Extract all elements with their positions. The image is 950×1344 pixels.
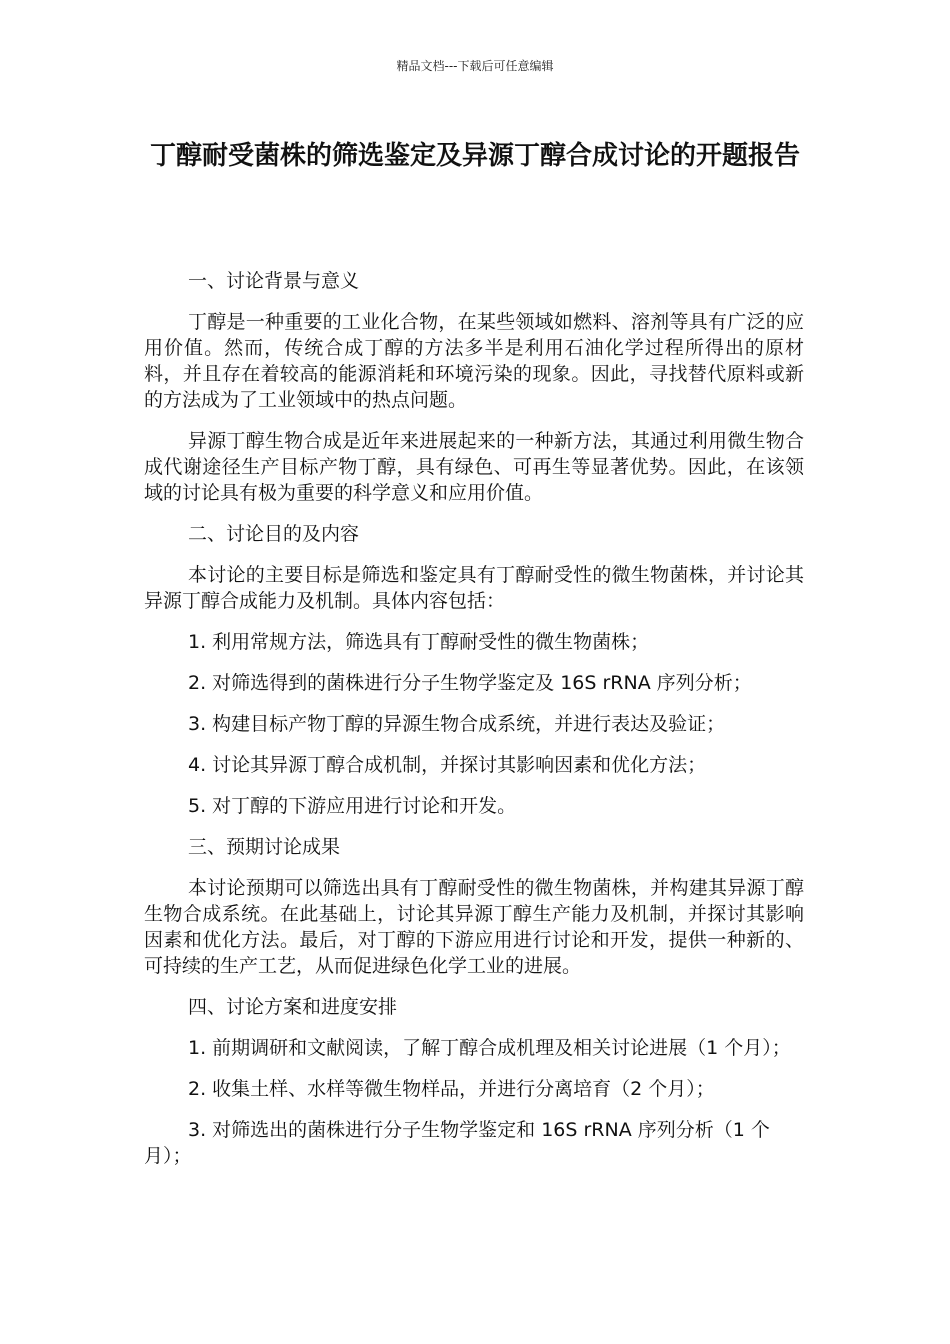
list-item: 3. 构建目标产物丁醇的异源生物合成系统，并进行表达及验证； [188, 713, 726, 735]
section-heading: 四、讨论方案和进度安排 [188, 996, 398, 1018]
list-item: 5. 对丁醇的下游应用进行讨论和开发。 [188, 795, 517, 817]
paragraph: 异源丁醇生物合成是近年来进展起来的一种新方法，其通过利用微生物合成代谢途径生产目标产物丁醇，具有绿色、可再生等显著优势。因此，在该领域的讨论具有极为重要的科学意义和应用价值。 [144, 430, 804, 504]
section-heading: 二、讨论目的及内容 [188, 523, 360, 545]
list-item: 1. 前期调研和文献阅读，了解丁醇合成机理及相关讨论进展（1 个月）； [188, 1037, 791, 1059]
document-body [144, 268, 804, 1184]
paragraph: 丁醇是一种重要的工业化合物，在某些领域如燃料、溶剂等具有广泛的应用价值。然而，传统合成丁醇的方法多半是利用石油化学过程所得出的原材料，并且存在着较高的能源消耗和环境污染的现象。因此，寻找替代原料或新的方法成为了工业领域中的热点问题。 [144, 311, 804, 411]
list-item: 2. 收集土样、水样等微生物样品，并进行分离培育（2 个月）； [188, 1078, 715, 1100]
section-heading: 一、讨论背景与意义 [188, 270, 360, 292]
list-item: 2. 对筛选得到的菌株进行分子生物学鉴定及 16S rRNA 序列分析； [188, 672, 752, 694]
section-heading: 三、预期讨论成果 [188, 836, 341, 858]
paragraph: 本讨论的主要目标是筛选和鉴定具有丁醇耐受性的微生物菌株，并讨论其异源丁醇合成能力及机制。具体内容包括： [144, 564, 804, 612]
list-item: 1. 利用常规方法，筛选具有丁醇耐受性的微生物菌株； [188, 631, 650, 653]
page-header: 精品文档---下载后可任意编辑 [396, 59, 554, 73]
paragraph: 本讨论预期可以筛选出具有丁醇耐受性的微生物菌株，并构建其异源丁醇生物合成系统。在此基础上，讨论其异源丁醇生产能力及机制，并探讨其影响因素和优化方法。最后，对丁醇的下游应用进行讨论和开发，提供一种新的、可持续的生产工艺，从而促进绿色化学工业的进展。 [144, 877, 804, 977]
document-title: 丁醇耐受菌株的筛选鉴定及异源丁醇合成讨论的开题报告 [149, 141, 800, 171]
list-item: 3. 对筛选出的菌株进行分子生物学鉴定和 16S rRNA 序列分析（1 个月）； [144, 1119, 770, 1167]
list-item: 4. 讨论其异源丁醇合成机制，并探讨其影响因素和优化方法； [188, 754, 707, 776]
